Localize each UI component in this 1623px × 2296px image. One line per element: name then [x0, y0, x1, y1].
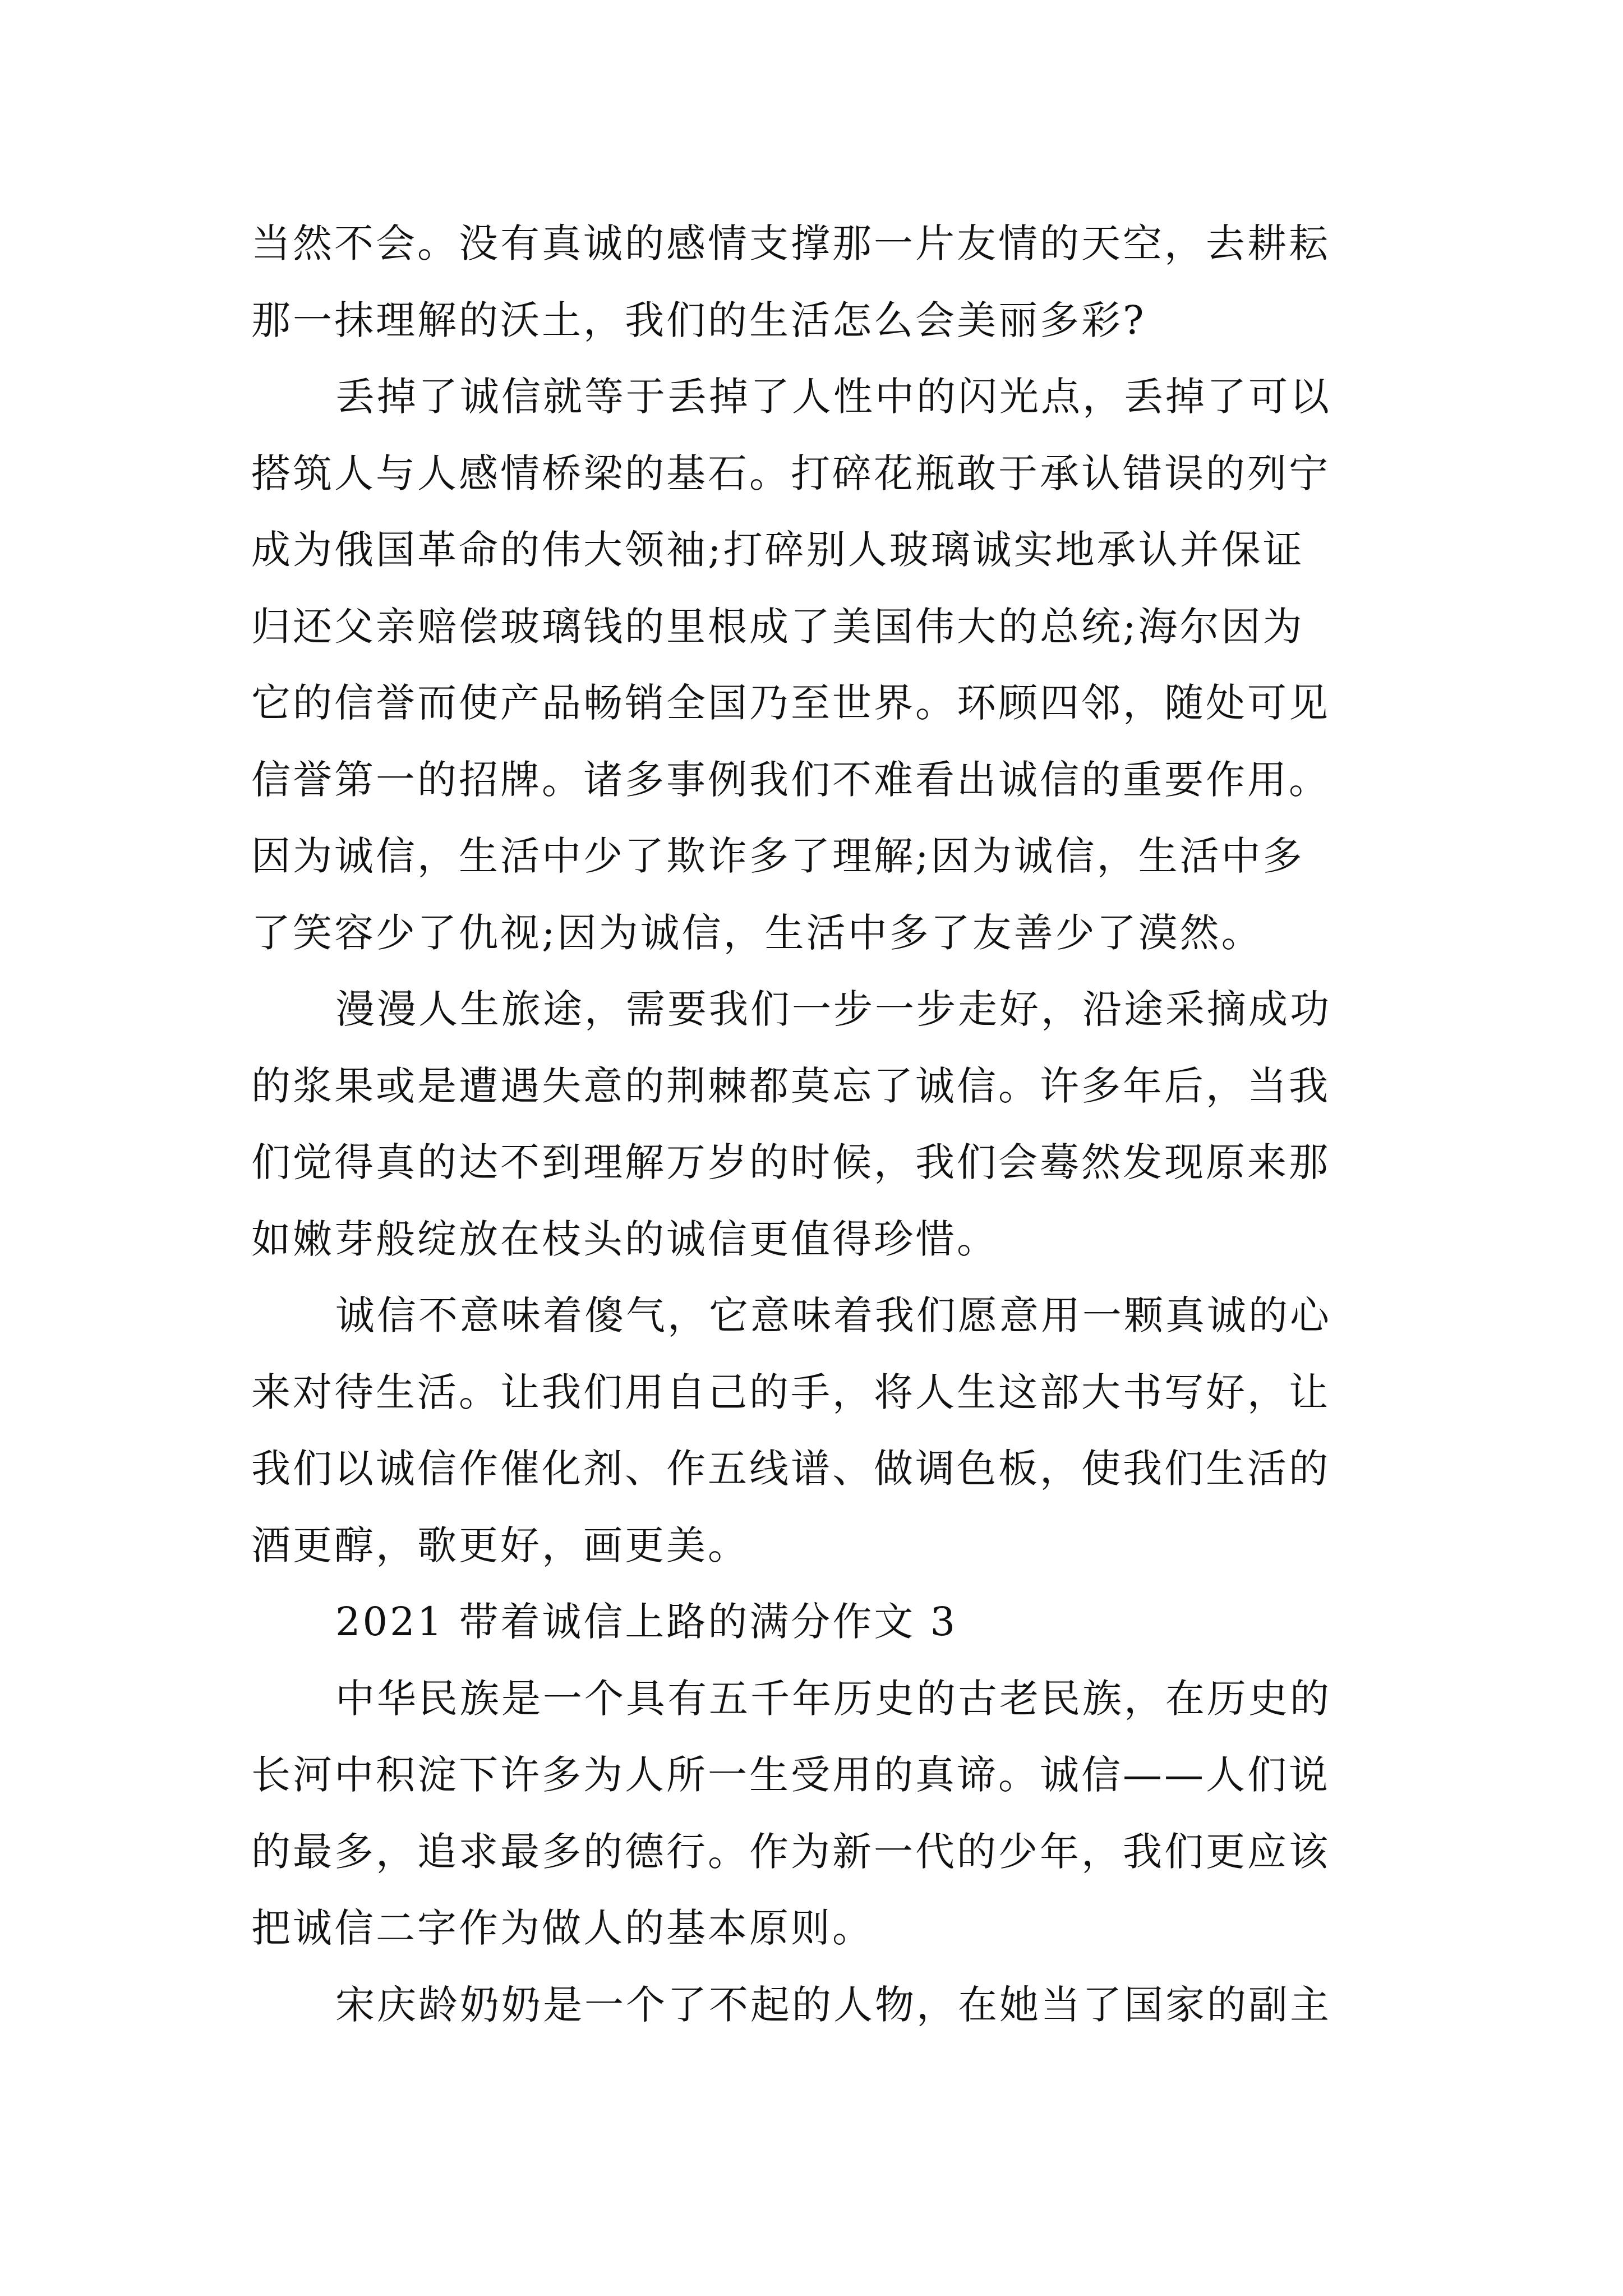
text-line: 漫漫人生旅途，需要我们一步一步走好，沿途采摘成功	[335, 986, 1331, 1032]
text-line: 成为俄国革命的伟大领袖;打碎别人玻璃诚实地承认并保证	[251, 527, 1304, 573]
text-line: 长河中积淀下许多为人所一生受用的真谛。诚信——人们说	[251, 1752, 1330, 1798]
text-line: 归还父亲赔偿玻璃钱的里根成了美国伟大的总统;海尔因为	[251, 603, 1304, 650]
text-line: 因为诚信，生活中少了欺诈多了理解;因为诚信，生活中多	[251, 833, 1304, 879]
document-body	[251, 205, 1395, 2043]
text-line: 当然不会。没有真诚的感情支撑那一片友情的天空，去耕耘	[251, 220, 1330, 266]
text-line: 宋庆龄奶奶是一个了不起的人物，在她当了国家的副主	[335, 1981, 1331, 2028]
text-line: 中华民族是一个具有五千年历史的古老民族，在历史的	[335, 1675, 1331, 1722]
text-line: 的浆果或是遭遇失意的荆棘都莫忘了诚信。许多年后，当我	[251, 1062, 1330, 1109]
text-line: 们觉得真的达不到理解万岁的时候，我们会蓦然发现原来那	[251, 1139, 1330, 1185]
text-line: 它的信誉而使产品畅销全国乃至世界。环顾四邻，随处可见	[251, 680, 1330, 726]
section-heading: 2021 带着诚信上路的满分作文 3	[335, 1599, 958, 1645]
text-line: 了笑容少了仇视;因为诚信，生活中多了友善少了漠然。	[251, 909, 1263, 956]
text-line: 信誉第一的招牌。诸多事例我们不难看出诚信的重要作用。	[251, 756, 1330, 803]
text-line: 诚信不意味着傻气，它意味着我们愿意用一颗真诚的心	[335, 1292, 1331, 1338]
text-line: 酒更醇，歌更好，画更美。	[251, 1522, 749, 1568]
text-line: 把诚信二字作为做人的基本原则。	[251, 1905, 874, 1951]
text-line: 如嫩芽般绽放在枝头的诚信更值得珍惜。	[251, 1216, 998, 1262]
text-line: 那一抹理解的沃土，我们的生活怎么会美丽多彩?	[251, 297, 1146, 343]
text-line: 搭筑人与人感情桥梁的基石。打碎花瓶敢于承认错误的列宁	[251, 450, 1330, 496]
text-line: 丢掉了诚信就等于丢掉了人性中的闪光点，丢掉了可以	[335, 374, 1331, 420]
text-line: 的最多，追求最多的德行。作为新一代的少年，我们更应该	[251, 1828, 1330, 1875]
text-line: 来对待生活。让我们用自己的手，将人生这部大书写好，让	[251, 1369, 1330, 1415]
text-line: 我们以诚信作催化剂、作五线谱、做调色板，使我们生活的	[251, 1446, 1330, 1492]
